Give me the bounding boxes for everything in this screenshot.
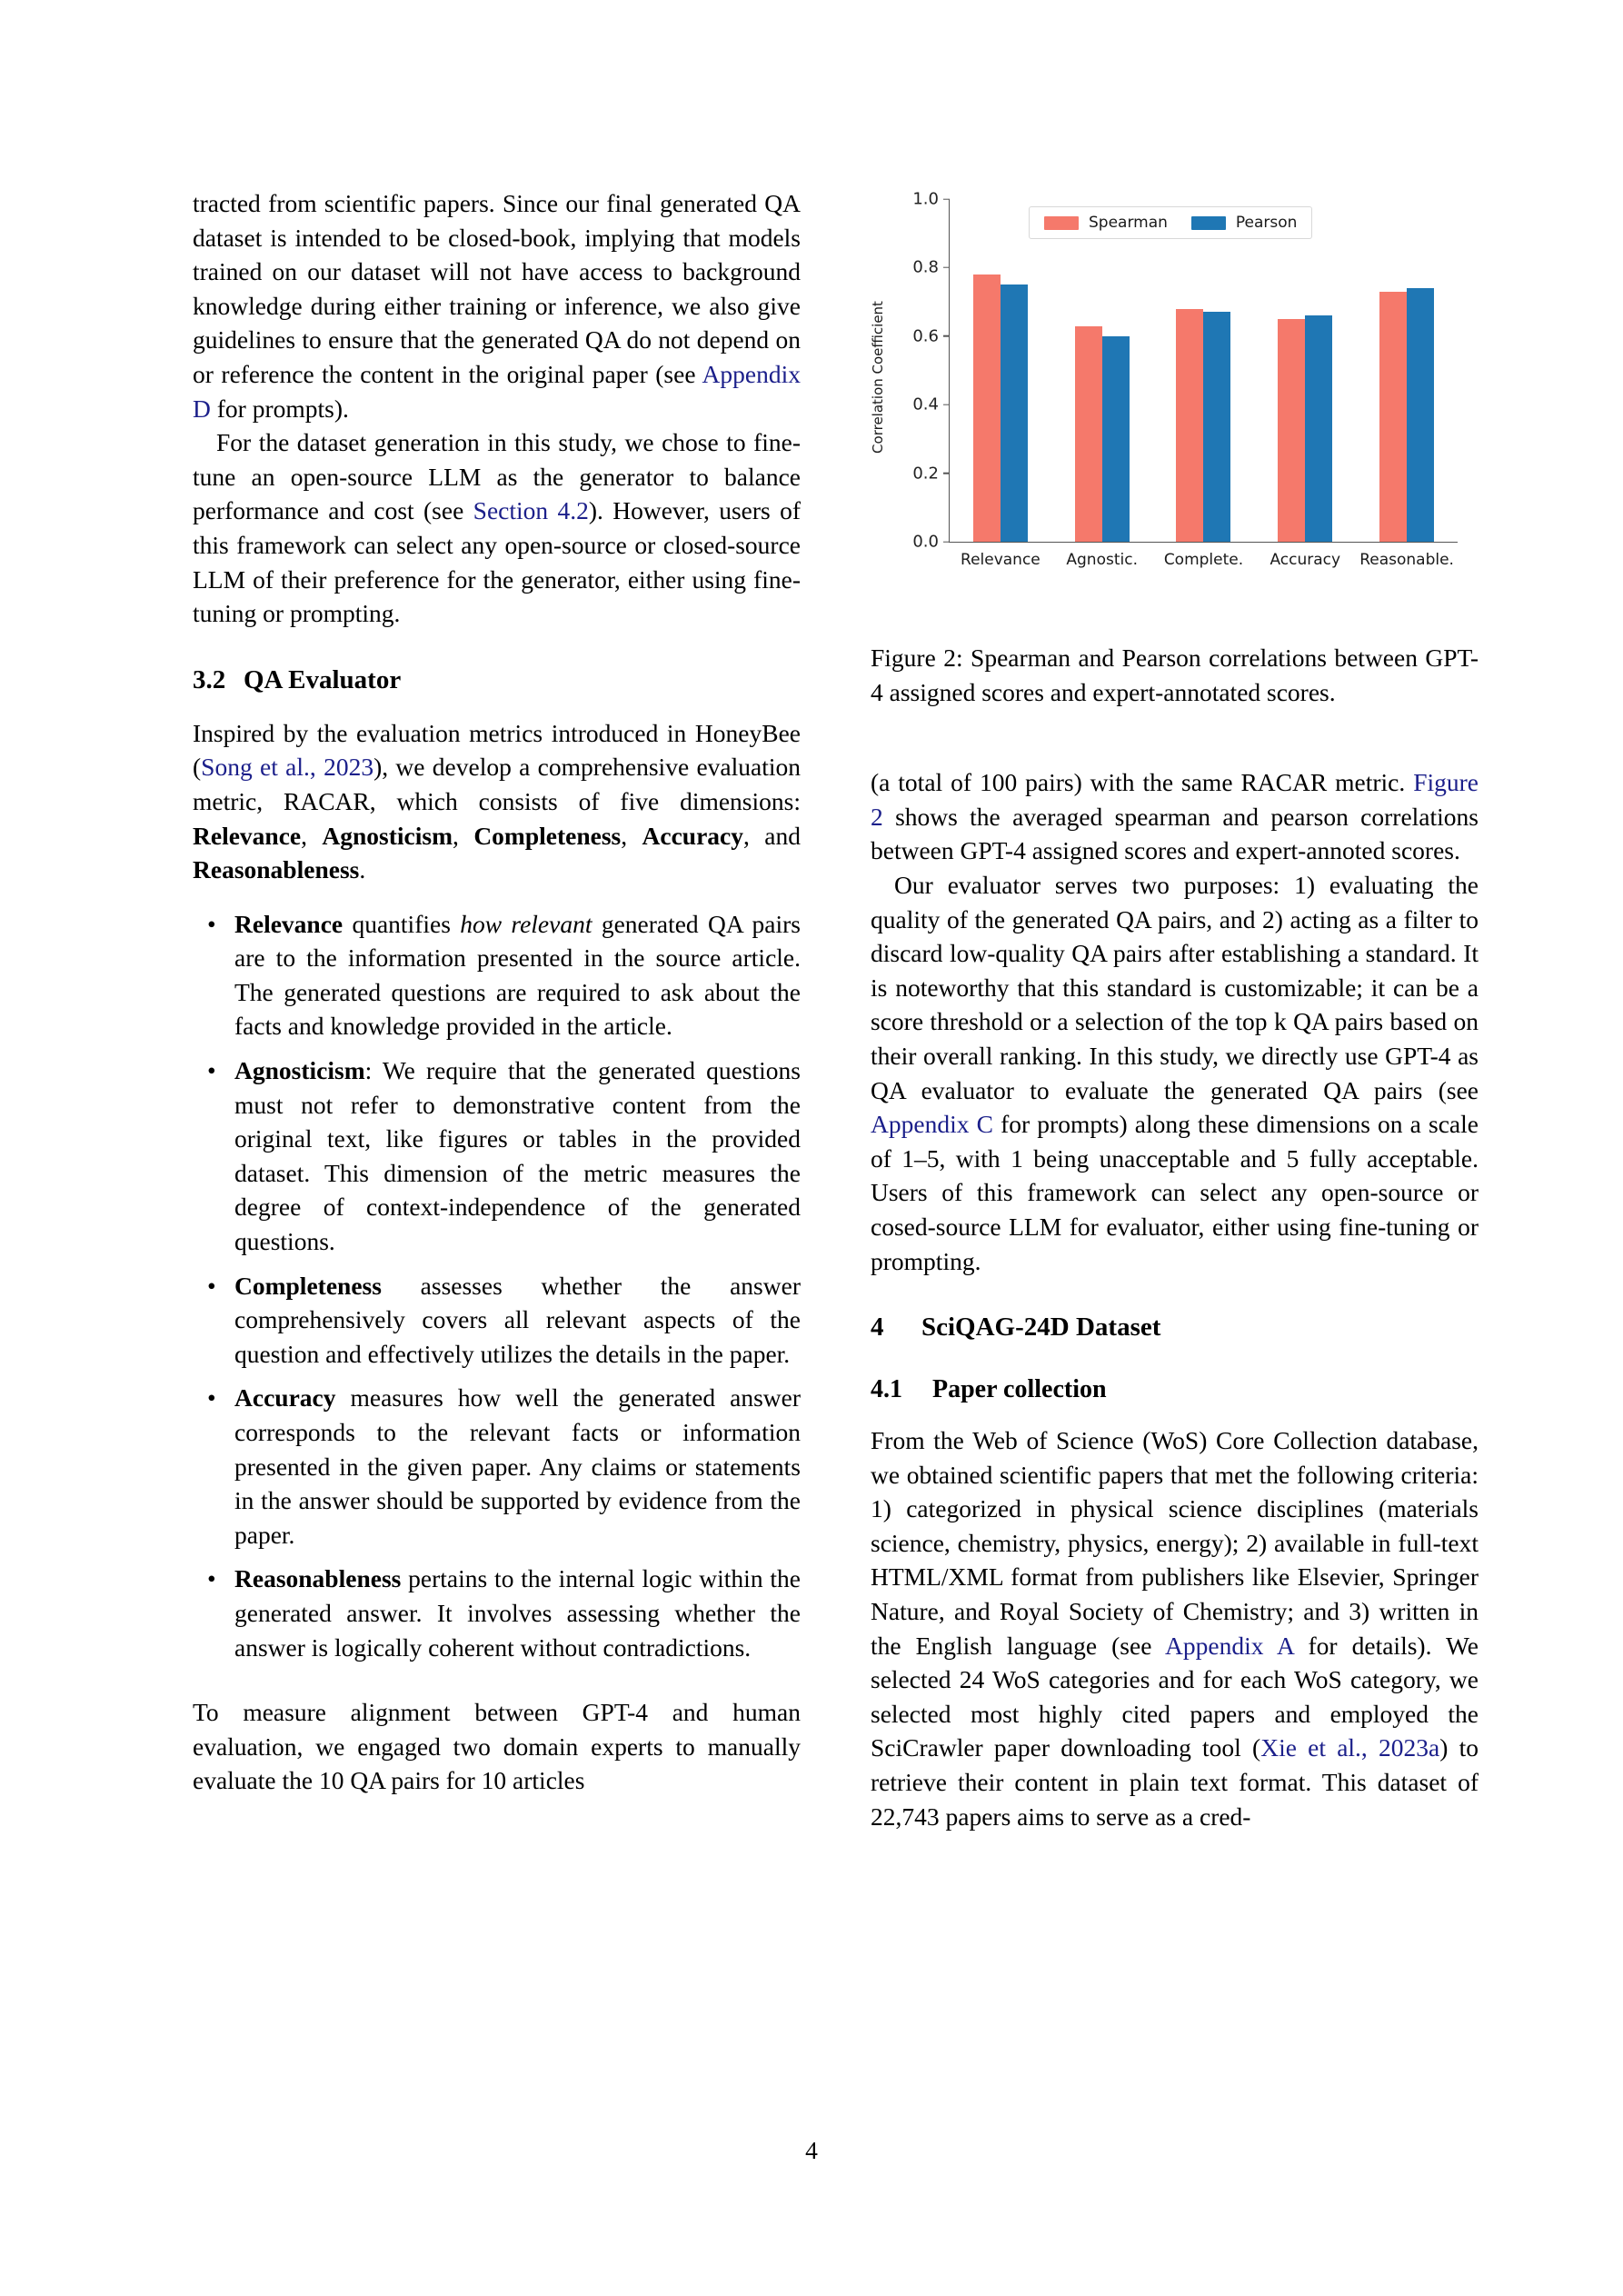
- dimension-term-completeness: Completeness: [473, 821, 622, 850]
- paragraph-figure-reference: [871, 765, 1479, 868]
- figure-caption: [871, 641, 1479, 709]
- dimensions-list: [193, 907, 801, 1664]
- x-tick-label-4: Reasonable.: [1359, 551, 1454, 569]
- list-item: [193, 1053, 801, 1259]
- xie-et-al-citation-link[interactable]: Xie et al., 2023a: [1260, 1733, 1440, 1762]
- x-tick-label-3: Accuracy: [1270, 551, 1341, 569]
- dimension-term-agnosticism: Agnosticism: [322, 821, 453, 850]
- list-item: [193, 1562, 801, 1664]
- section-heading-4-1: [871, 1374, 1479, 1405]
- dimension-term-relevance: Relevance: [193, 821, 302, 850]
- subsection-title: Paper collection: [932, 1375, 1107, 1404]
- figure-caption-label: Figure 2:: [871, 644, 963, 672]
- legend-item-spearman: [1044, 214, 1168, 232]
- list-item-text: : We require that the generated questions must not refer to demonstrative content from the original text, like figures or tables in the provided dataset. This dimension of the metric measures the degree of context-independence of the generated questions.: [234, 1056, 801, 1256]
- paragraph-text: ), we develop a comprehensive evaluation metric, RACAR, which consists of five dimensions:: [193, 753, 801, 815]
- page-number: 4: [805, 2136, 818, 2164]
- y-axis-label: Correlation Coefficient: [870, 301, 886, 454]
- section-title: SciQAG-24D Dataset: [921, 1313, 1161, 1343]
- paragraph-racar-intro: [193, 716, 801, 887]
- bar-group-accuracy: [1254, 199, 1356, 569]
- legend-swatch-spearman-icon: [1044, 216, 1079, 230]
- bar-pearson-reasonable: [1407, 288, 1434, 542]
- legend-label-spearman: Spearman: [1089, 214, 1168, 232]
- dimension-term-accuracy: Accuracy: [642, 821, 744, 850]
- paragraph-text-tail: for prompts) along these dimensions on a scale of 1–5, with 1 being unacceptable and 5 fully acceptable. Users of this framework can select any open-source or cosed-source LLM for evaluator, either using fine-tuning or prompting.: [871, 1110, 1479, 1275]
- paragraph-text: for details). We selected 24 WoS categories and for each WoS category, we selected most highly cited papers and employed the SciCrawler paper downloading tool (: [871, 1631, 1479, 1762]
- subsection-number: 4.1: [871, 1375, 902, 1404]
- list-item-text: pertains to the internal logic within the generated answer. It involves assessing whether the answer is logically coherent without contradictions.: [234, 1564, 801, 1662]
- chart-legend: [1029, 206, 1312, 239]
- bar-groups: [950, 199, 1458, 569]
- two-column-layout: [193, 186, 1479, 1833]
- separator: .: [359, 855, 366, 884]
- left-column: [193, 186, 801, 1833]
- paragraph-dataset-generation: [193, 425, 801, 631]
- x-tick-label-0: Relevance: [961, 551, 1041, 569]
- appendix-d-link[interactable]: Appendix D: [193, 359, 801, 423]
- section-heading-4: [871, 1311, 1479, 1343]
- y-tick-0: 0.0: [912, 533, 950, 552]
- list-item-text-tail: generated QA pairs are to the information presented in the source article. The generated questions are required to ask about the facts and knowledge provided in the article.: [234, 909, 801, 1041]
- separator: , and: [743, 821, 801, 850]
- bar-spearman-relevance: [973, 275, 1001, 542]
- paragraph-evaluator-purposes: [871, 868, 1479, 1278]
- chart-plot-area: [912, 189, 1458, 569]
- y-tick-3: 0.6: [912, 326, 950, 345]
- bullet-icon: •: [207, 1056, 216, 1085]
- legend-swatch-pearson-icon: [1191, 216, 1226, 230]
- correlation-bar-chart: [871, 186, 1479, 623]
- figure-2: [871, 186, 1479, 709]
- paragraph-text-tail: for prompts).: [210, 394, 349, 423]
- list-item-text: assesses whether the answer comprehensively covers all relevant aspects of the question and effectively utilizes the details in the paper.: [234, 1271, 801, 1368]
- song-et-al-citation-link[interactable]: Song et al., 2023: [201, 753, 374, 782]
- y-tick-4: 0.8: [912, 258, 950, 277]
- section-number: 4: [871, 1313, 884, 1343]
- bar-spearman-reasonable: [1379, 292, 1407, 542]
- list-item: [193, 907, 801, 1043]
- paragraph-text: (a total of 100 pairs) with the same RACAR metric.: [871, 768, 1414, 797]
- bar-group-reasonable: [1356, 199, 1458, 569]
- bar-pearson-relevance: [1001, 285, 1028, 542]
- figure-2-link[interactable]: Figure 2: [871, 768, 1479, 831]
- y-tick-5: 1.0: [912, 190, 950, 209]
- list-item-text: measures how well the generated answer corresponds to the relevant facts or information presented in the given paper. Any claims or statements in the answer should be supported by evidence from the paper.: [234, 1383, 801, 1549]
- bar-group-relevance: [950, 199, 1051, 569]
- bar-group-complete: [1153, 199, 1255, 569]
- dimension-term-reasonableness: Reasonableness: [193, 855, 360, 884]
- bullet-icon: •: [207, 909, 216, 938]
- paragraph-text: tracted from scientific papers. Since our final generated QA dataset is intended to be closed-book, implying that models trained on our dataset will not have access to background knowledge during either training or inference, we also give guidelines to ensure that the generated QA do not depend on or reference the content in the original paper (see: [193, 189, 801, 388]
- bar-spearman-accuracy: [1278, 319, 1305, 542]
- x-tick-label-2: Complete.: [1163, 551, 1244, 569]
- paragraph-text-tail: ) to retrieve their content in plain text format. This dataset of 22,743 papers aims to serve as a cred-: [871, 1733, 1479, 1831]
- section-heading-3-2: [193, 664, 801, 696]
- bar-spearman-complete: [1176, 309, 1203, 542]
- paragraph-text: For the dataset generation in this study, we chose to fine-tune an open-source LLM as the generator to balance performance and cost (see: [193, 428, 801, 525]
- list-item-emphasis: how relevant: [460, 909, 592, 938]
- section-4-2-link[interactable]: Section 4.2: [473, 496, 589, 525]
- paragraph-continued: [193, 186, 801, 425]
- list-item: [193, 1269, 801, 1372]
- bar-pearson-agnostic: [1102, 336, 1130, 542]
- paragraph-paper-collection: [871, 1423, 1479, 1833]
- x-tick-label-1: Agnostic.: [1066, 551, 1138, 569]
- list-item-term: Reasonableness: [234, 1564, 402, 1593]
- paragraph-text-tail: ). However, users of this framework can select any open-source or closed-source LLM of their preference for the generator, either using fine-tuning or prompting.: [193, 496, 801, 628]
- list-item-text: quantifies: [343, 909, 461, 938]
- bar-pearson-complete: [1203, 312, 1230, 542]
- paragraph-text-tail: shows the averaged spearman and pearson correlations between GPT-4 assigned scores and expert-annoted scores.: [871, 802, 1479, 865]
- list-item-term: Agnosticism: [234, 1056, 365, 1085]
- paragraph-text: From the Web of Science (WoS) Core Collection database, we obtained scientific papers that met the following criteria: 1) categorized in physical science disciplines (materials science, chemistry, physics, energy); 2) available in full-text HTML/XML format from publishers like Elsevier, Springer Nature, and Royal Society of Chemistry; and 3) written in the English language (see: [871, 1426, 1479, 1660]
- list-item-term: Accuracy: [234, 1383, 336, 1413]
- bullet-icon: •: [207, 1564, 216, 1593]
- bullet-icon: •: [207, 1271, 216, 1300]
- y-tick-2: 0.4: [912, 395, 950, 414]
- list-item-term: Completeness: [234, 1271, 382, 1300]
- bar-group-agnostic: [1051, 199, 1153, 569]
- legend-item-pearson: [1191, 214, 1298, 232]
- section-number: 3.2: [193, 664, 226, 694]
- separator: ,: [621, 821, 642, 850]
- paragraph-alignment-measure: To measure alignment between GPT-4 and human evaluation, we engaged two domain experts to manually evaluate the 10 QA pairs for 10 articles: [193, 1698, 801, 1795]
- list-item: [193, 1381, 801, 1552]
- bullet-icon: •: [207, 1383, 216, 1413]
- y-tick-1: 0.2: [912, 464, 950, 483]
- legend-label-pearson: Pearson: [1235, 214, 1298, 232]
- separator: ,: [301, 821, 323, 850]
- right-column: [871, 186, 1479, 1833]
- bar-pearson-accuracy: [1305, 315, 1332, 542]
- figure-caption-text: Spearman and Pearson correlations between GPT-4 assigned scores and expert-annotated scores.: [871, 644, 1479, 706]
- paragraph-text: Our evaluator serves two purposes: 1) evaluating the quality of the generated QA pairs, and 2) acting as a filter to discard low-quality QA pairs after establishing a standard. It is noteworthy that this standard is customizable; it can be a score threshold or a selection of the top k QA pairs based on their overall ranking. In this study, we directly use GPT-4 as QA evaluator to evaluate the generated QA pairs (see: [871, 870, 1479, 1104]
- appendix-a-link[interactable]: Appendix A: [1165, 1631, 1294, 1660]
- section-title: QA Evaluator: [244, 664, 402, 694]
- list-item-term: Relevance: [234, 909, 344, 938]
- separator: ,: [453, 821, 474, 850]
- paragraph-text: Inspired by the evaluation metrics introduced in HoneyBee (: [193, 718, 801, 782]
- appendix-c-link[interactable]: Appendix C: [871, 1110, 993, 1139]
- bar-spearman-agnostic: [1075, 326, 1102, 543]
